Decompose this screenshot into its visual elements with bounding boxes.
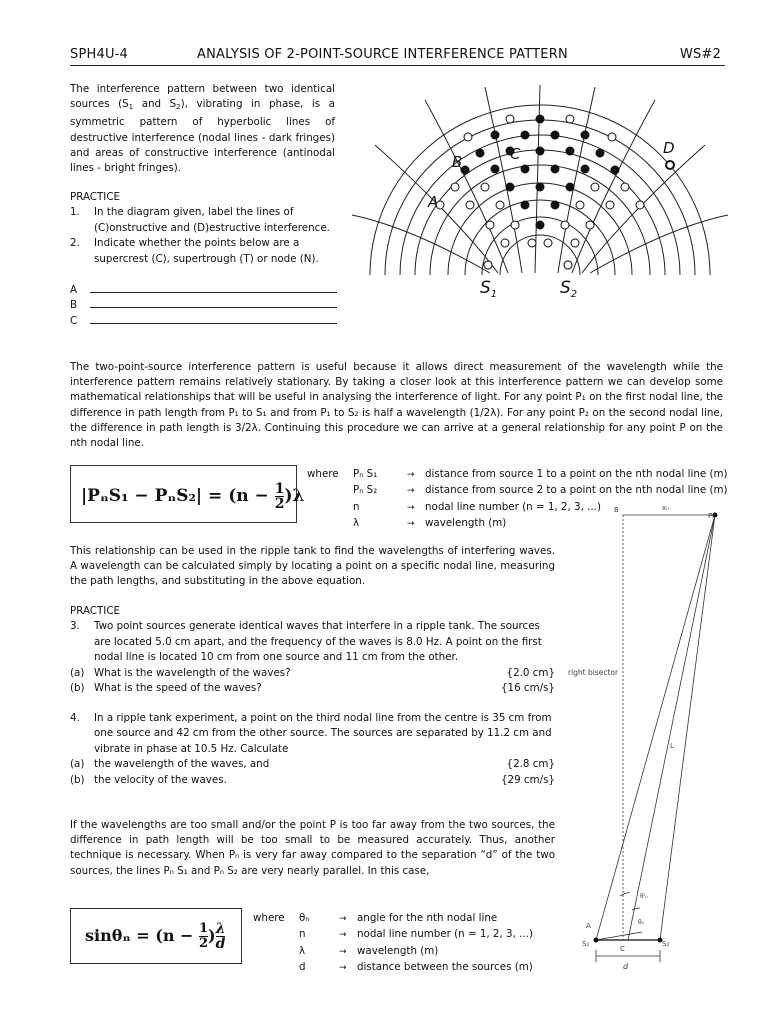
sin-theta-formula-box (70, 908, 242, 964)
answer-4a: {2.8 cm} (506, 758, 555, 771)
practice-heading: PRACTICE (70, 191, 121, 203)
far-field-geometry-diagram (560, 500, 740, 978)
label-a: A (586, 922, 591, 930)
answer-4b: {29 cm/s} (500, 773, 555, 786)
path-difference-formula: |PₙS₁ − PₙS₂| = (n − $\frac{1}{2}$ )λ (81, 481, 305, 512)
answer-line-b[interactable]: B (70, 298, 337, 313)
definitions-list-1: where Pₙ S₁ → distance from source 1 to a point on the nth nodal line (m) Pₙ S₂ → distance from source 2 to a point on the nth nodal line (m) n → nodal line number (n = 1, 2, 3, ...) λ → wavelength (m) (307, 468, 728, 530)
label-theta-prime: θ'ₙ (640, 893, 648, 900)
question-3-line-1: Two point sources generate identical waves that interfere in a ripple tank. The sources (94, 620, 540, 633)
sin-theta-formula: sinθₙ = (n − $\frac{1}{2}$ ) $\frac{\lambda}{d}$ (85, 921, 226, 952)
label-s2: S₂ (662, 940, 670, 948)
label-pn: Pₙ (708, 512, 716, 520)
label-point-b: B (452, 153, 463, 171)
label-c: C (620, 945, 625, 953)
ripple-tank-paragraph: This relationship can be used in the ripple tank to find the wavelengths of interfering waves. A wavelength can be calculated simply by locating a point on a specific nodal line, measuring the path lengths, and substituting in the above equation. (70, 545, 555, 588)
label-source-1: $S_1$ (480, 278, 498, 300)
answer-3b: {16 cm/s} (500, 682, 555, 695)
label-xn: xₙ (662, 504, 669, 512)
answer-3a: {2.0 cm} (506, 666, 555, 679)
label-d: d (623, 962, 629, 971)
answer-blanks (70, 283, 337, 329)
answer-line-a[interactable]: A (70, 283, 337, 298)
far-field-paragraph: If the wavelengths are too small and/or the point P is too far away from the two sources, the difference in path length will be too small to be measured accurately. Thus, another technique is necessary. When Pₙ is very far away compared to the separation “d” of the two sources, the lines Pₙ S₁ and Pₙ S₂ are very nearly parallel. In this case, (70, 819, 555, 877)
label-l: L (670, 742, 674, 750)
worksheet-number: WS#2 (680, 47, 722, 62)
practice-section-1: PRACTICE 1. In the diagram given, label the lines of (C)onstructive and (D)estructive interference. 2. Indicate whether the points below are a supercrest (C), supertrough (T) or node (N). (70, 190, 340, 267)
nodal-line-explanation: The two-point-source interference pattern is useful because it allows direct measurement of the wavelength while the interference pattern remains relatively stationary. By taking a closer look at this interference pattern we can develop some mathematical relationships that will be useful in analysing the interference of light. For any point P₁ on the first nodal line, the difference in path length from P₁ to S₁ and from P₁ to S₂ is half a wavelength (1/2λ). For any point P₂ on the second nodal line, the difference in path length is 3/2λ. Continuing this procedure we can arrive at a general relationship for any point P on the nth nodal line. (70, 361, 723, 450)
question-1-text: In the diagram given, label the lines of (94, 206, 294, 219)
label-point-d: D (663, 139, 675, 157)
question-4: 4. In a ripple tank experiment, a point on the third nodal line from the centre is 35 cm from one source and 42 cm from the other source. The sources are separated by 11.2 cm and vibrate in phase at 10.5 Hz. Calculate (a) the wavelength of the waves, and {2.8 cm} (b) the velocity of the waves. {29 cm/s} (70, 711, 555, 788)
intro-paragraph: The interference pattern between two identical sources ($S_1$ and $S_2$), vibrating in phase, is a symmetric pattern of hyperbolic lines of destructive interference (nodal lines - dark fringes) and areas of constructive interference (antinodal lines - bright fringes). (70, 83, 335, 175)
page-title: ANALYSIS OF 2-POINT-SOURCE INTERFERENCE PATTERN (197, 47, 568, 62)
course-code: SPH4U-4 (70, 47, 129, 62)
answer-line-c[interactable]: C (70, 314, 337, 329)
path-difference-formula-box (70, 465, 305, 523)
label-theta: θₙ (638, 919, 645, 926)
question-2-text: Indicate whether the points below are a (94, 237, 300, 250)
label-b: B (614, 506, 619, 514)
label-point-c: C (510, 145, 521, 163)
label-s1: S₁ (582, 940, 590, 948)
practice-section-2: PRACTICE 3. Two point sources generate identical waves that interfere in a ripple tank. The sources are located 5.0 cm apart, and the frequency of the waves is 8.0 Hz. A point on the first nodal line is located 10 cm from one source and 11 cm from the other. (a) What is the wavelength of the waves? {2.0 cm} (b) What is the speed of the waves? {16 cm/s} (70, 604, 555, 696)
definitions-list-2: where θₙ → angle for the nth nodal line n → nodal line number (n = 1, 2, 3, ...) λ → wavelength (m) d → distance between the sources (m) (253, 912, 533, 974)
interference-pattern-diagram (340, 75, 735, 305)
header-rule (70, 65, 725, 66)
label-source-2: $S_2$ (560, 278, 578, 300)
label-point-a: A (428, 193, 439, 211)
label-right-bisector: right bisector (568, 668, 619, 677)
